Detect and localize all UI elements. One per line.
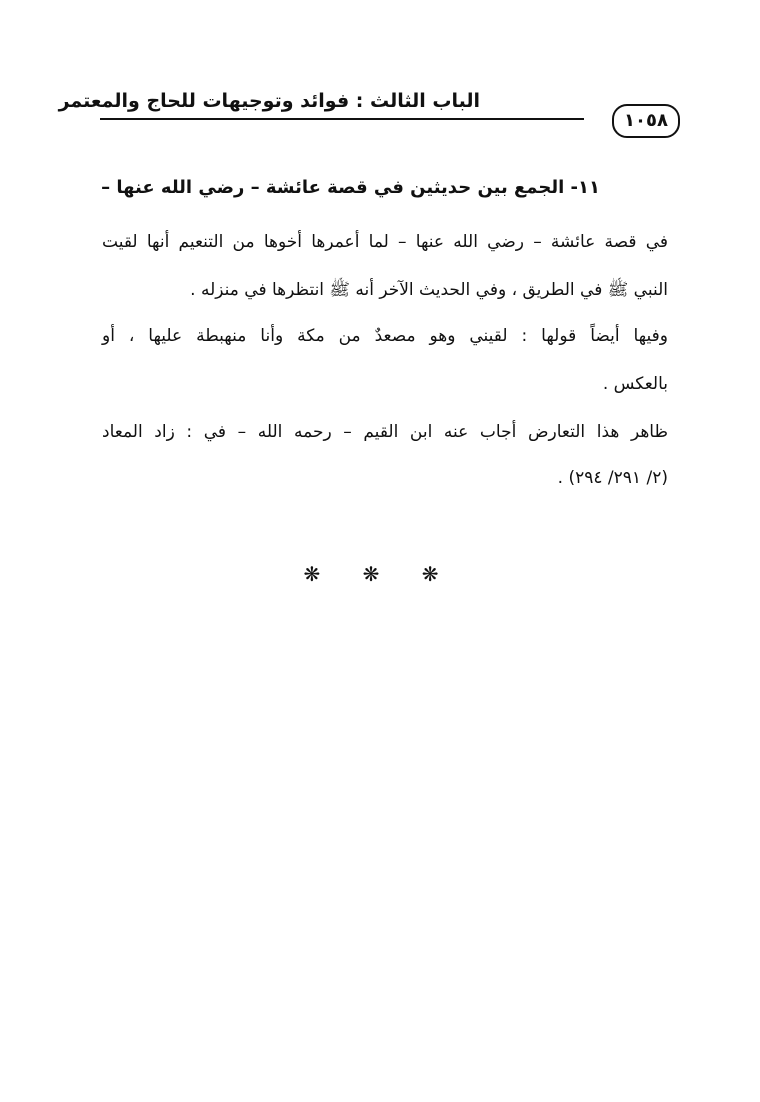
- paragraph-1-line-2: النبي ﷺ في الطريق ، وفي الحديث الآخر أنه ﷺ انتظرها في منزله .: [190, 280, 668, 300]
- chapter-title: الباب الثالث : فوائد وتوجيهات للحاج والمعتمر: [58, 90, 480, 112]
- paragraph-1-line-1: في قصة عائشة – رضي الله عنها – لما أعمرها أخوها من التنعيم أنها لقيت: [102, 232, 668, 252]
- paragraph-2-line-2: بالعكس .: [602, 374, 668, 394]
- section-separator: ❋ ❋ ❋: [303, 562, 457, 586]
- header-rule: [100, 118, 584, 120]
- paragraph-3-line-1: ظاهر هذا التعارض أجاب عنه ابن القيم – رحمه الله – في : زاد المعاد: [102, 422, 668, 442]
- page-header: [58, 86, 680, 138]
- page-number: ١٠٥٨: [612, 104, 680, 138]
- section-heading: ١١- الجمع بين حديثين في قصة عائشة – رضي الله عنها –: [101, 177, 600, 198]
- paragraph-3-line-2: (٢/ ٢٩١/ ٢٩٤) .: [557, 468, 668, 488]
- paragraph-2-line-1: وفيها أيضاً قولها : لقيني وهو مصعدٌ من مكة وأنا منهبطة عليها ، أو: [102, 326, 668, 346]
